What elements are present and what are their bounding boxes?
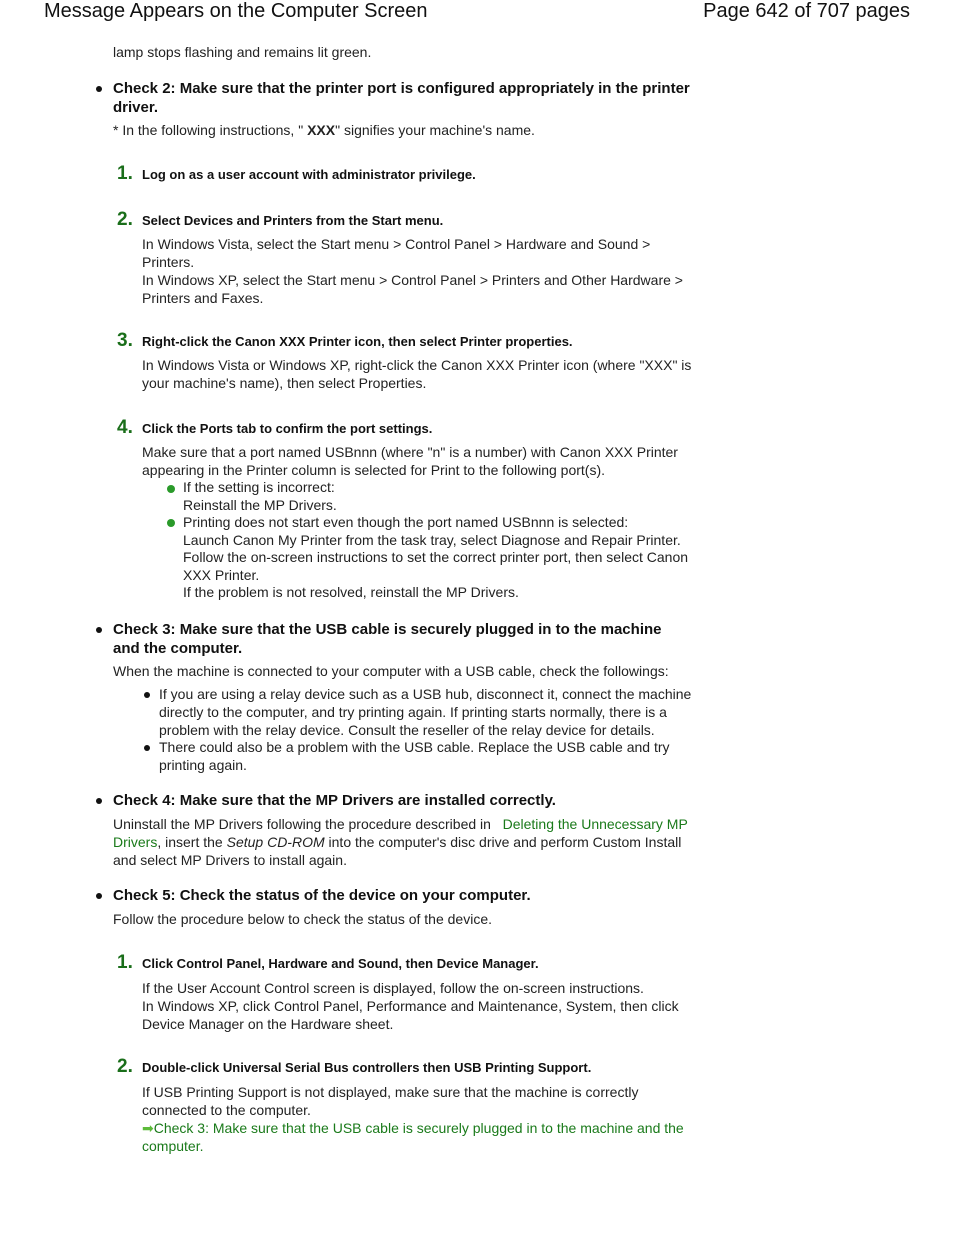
step-body: If USB Printing Support is not displayed, make sure that the machine is correctly connected to the computer. ➡Check 3: Make sure that the USB cable is securely plugged in to the machine and the computer. (142, 1083, 702, 1155)
step-title: Double-click Universal Serial Bus controllers then USB Printing Support. (142, 1060, 592, 1075)
check4-heading: Check 4: Make sure that the MP Drivers are installed correctly. (96, 791, 716, 810)
arrow-right-icon: ➡ (142, 1120, 154, 1136)
page-title: Message Appears on the Computer Screen (44, 0, 428, 22)
bullet-icon (144, 692, 150, 698)
step-number: 2. (117, 209, 133, 230)
check3-heading: Check 3: Make sure that the USB cable is securely plugged in to the machine and the computer. (96, 620, 716, 658)
intro-text: lamp stops flashing and remains lit green. (113, 44, 372, 60)
step-number: 1. (117, 952, 133, 973)
step-title: Right-click the Canon XXX Printer icon, then select Printer properties. (142, 334, 573, 349)
bullet-icon (96, 86, 102, 92)
bullet-icon (96, 893, 102, 899)
bullet-icon (96, 627, 102, 633)
step-number: 2. (117, 1056, 133, 1077)
bullet-icon (96, 798, 102, 804)
check5-heading: Check 5: Check the status of the device on your computer. (96, 886, 716, 905)
step-title: Log on as a user account with administrator privilege. (142, 167, 476, 182)
check4-body: Uninstall the MP Drivers following the procedure described in Deleting the Unnecessary MP Drivers, insert the Setup CD-ROM into the computer's disc drive and perform Custom Install and select MP Drivers to install again. (113, 816, 688, 868)
step-body: If the User Account Control screen is displayed, follow the on-screen instructions. In Windows XP, click Control Panel, Performance and Maintenance, System, then click Device Manager on the Hardware sheet. (142, 980, 679, 1032)
check3-link[interactable]: computer. (142, 1138, 204, 1154)
sub-bullet: If the setting is incorrect: Reinstall the MP Drivers. (183, 479, 337, 513)
check2-note: * In the following instructions, " XXX" signifies your machine's name. (113, 122, 535, 138)
step-number: 4. (117, 417, 133, 438)
bullet-icon (167, 519, 175, 527)
check2-heading: Check 2: Make sure that the printer port is configured appropriately in the printer driver. (96, 79, 716, 117)
check3-link[interactable]: Check 3: Make sure that the USB cable is securely plugged in to the machine and the (153, 1120, 684, 1136)
step-title: Click the Ports tab to confirm the port settings. (142, 421, 433, 436)
deleting-drivers-link[interactable]: Deleting the Unnecessary MP (502, 816, 688, 832)
step-title: Click Control Panel, Hardware and Sound, then Device Manager. (142, 956, 539, 971)
step-body: Make sure that a port named USBnnn (where "n" is a number) with Canon XXX Printer appearing in the Printer column is selected for Print to the following port(s). (142, 444, 678, 478)
step-body: In Windows Vista or Windows XP, right-click the Canon XXX Printer icon (where "XXX" is your machine's name), then select Properties. (142, 357, 692, 391)
bullet-icon (167, 485, 175, 493)
check3-intro: When the machine is connected to your computer with a USB cable, check the followings: (113, 663, 669, 679)
list-item: If you are using a relay device such as a USB hub, disconnect it, connect the machine directly to the computer, and try printing again. If printing starts normally, there is a problem with the relay device. Consult the reseller of the relay device for details. (159, 686, 692, 738)
step-body: In Windows Vista, select the Start menu > Control Panel > Hardware and Sound > Printers. In Windows XP, select the Start menu > Control Panel > Printers and Other Hardware > Printers and Faxes. (142, 236, 683, 306)
step-title: Select Devices and Printers from the Start menu. (142, 213, 444, 228)
check5-intro: Follow the procedure below to check the status of the device. (113, 911, 492, 927)
step-number: 1. (117, 163, 133, 184)
deleting-drivers-link[interactable]: Drivers (113, 834, 158, 850)
sub-bullet: Printing does not start even though the port named USBnnn is selected: Launch Canon My Printer from the task tray, select Diagnose and Repair Printer. Follow the on-screen instructions to set the correct printer port, then select Canon XXX Printer. If the problem is not resolved, reinstall the MP Drivers. (183, 514, 689, 601)
list-item: There could also be a problem with the USB cable. Replace the USB cable and try printing again. (159, 739, 670, 773)
page-number: Page 642 of 707 pages (703, 0, 910, 22)
step-number: 3. (117, 330, 133, 351)
bullet-icon (144, 745, 150, 751)
